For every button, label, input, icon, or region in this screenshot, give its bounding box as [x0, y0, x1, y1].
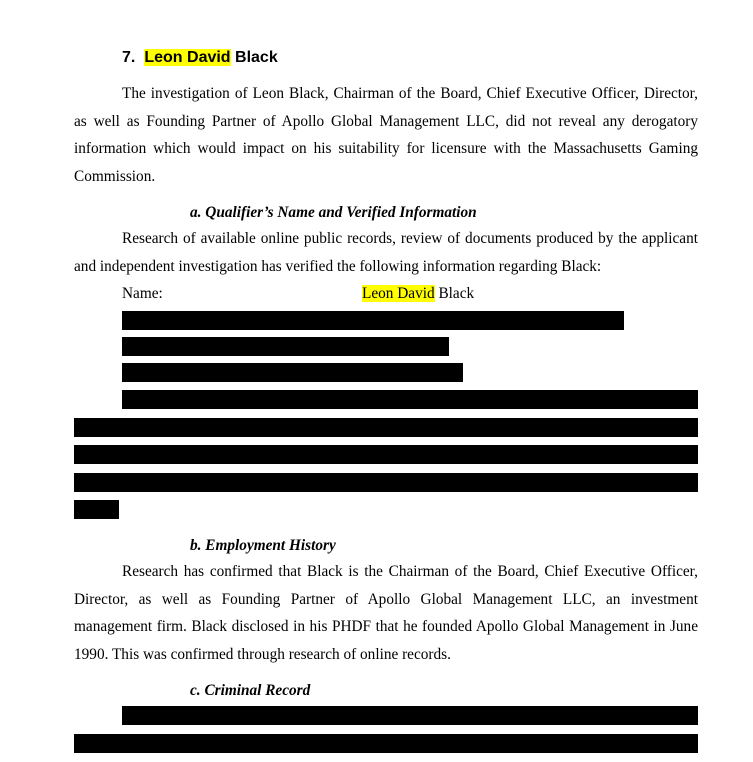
- name-value-surname: Black: [434, 285, 475, 302]
- redaction-bar: [122, 363, 463, 382]
- subsection-a-title: a. Qualifier’s Name and Verified Information: [190, 204, 477, 221]
- name-value: [362, 284, 474, 304]
- subsection-b-paragraph: Research has confirmed that Black is the Chairman of the Board, Chief Executive Officer, Director, as well as Founding Partner of Apollo Global Management LLC, an investment management firm. Black disclosed in his PHDF that he founded Apollo Global Management in June 1990. This was confirmed through research of online records.: [74, 563, 698, 664]
- intro-paragraph: The investigation of Leon Black, Chairman of the Board, Chief Executive Officer, Director, as well as Founding Partner of Apollo Global Management LLC, did not reveal any derogatory information which would impact on his suitability for licensure with the Massachusetts Gaming Commission.: [74, 85, 698, 186]
- redaction-bar: [74, 445, 698, 464]
- subsection-a-paragraph: Research of available online public records, review of documents produced by the applicant and independent investigation has verified the following information regarding Black:: [74, 230, 698, 275]
- heading-surname: Black: [230, 49, 278, 66]
- subsection-c-title: c. Criminal Record: [190, 682, 311, 699]
- redaction-bar: [74, 734, 698, 753]
- highlighted-name: Leon David: [144, 49, 231, 66]
- redaction-bar: [74, 473, 698, 492]
- redaction-bar: [122, 337, 449, 356]
- section-number: 7.: [122, 49, 136, 66]
- name-label: Name:: [122, 285, 163, 302]
- redaction-bar: [74, 500, 119, 519]
- highlighted-name-value: Leon David: [362, 285, 435, 302]
- redaction-bar: [122, 390, 698, 409]
- redaction-bar: [122, 706, 698, 725]
- redaction-bar: [122, 311, 624, 330]
- redaction-bar: [74, 418, 698, 437]
- subsection-b-title: b. Employment History: [190, 537, 336, 554]
- section-heading: [122, 47, 278, 69]
